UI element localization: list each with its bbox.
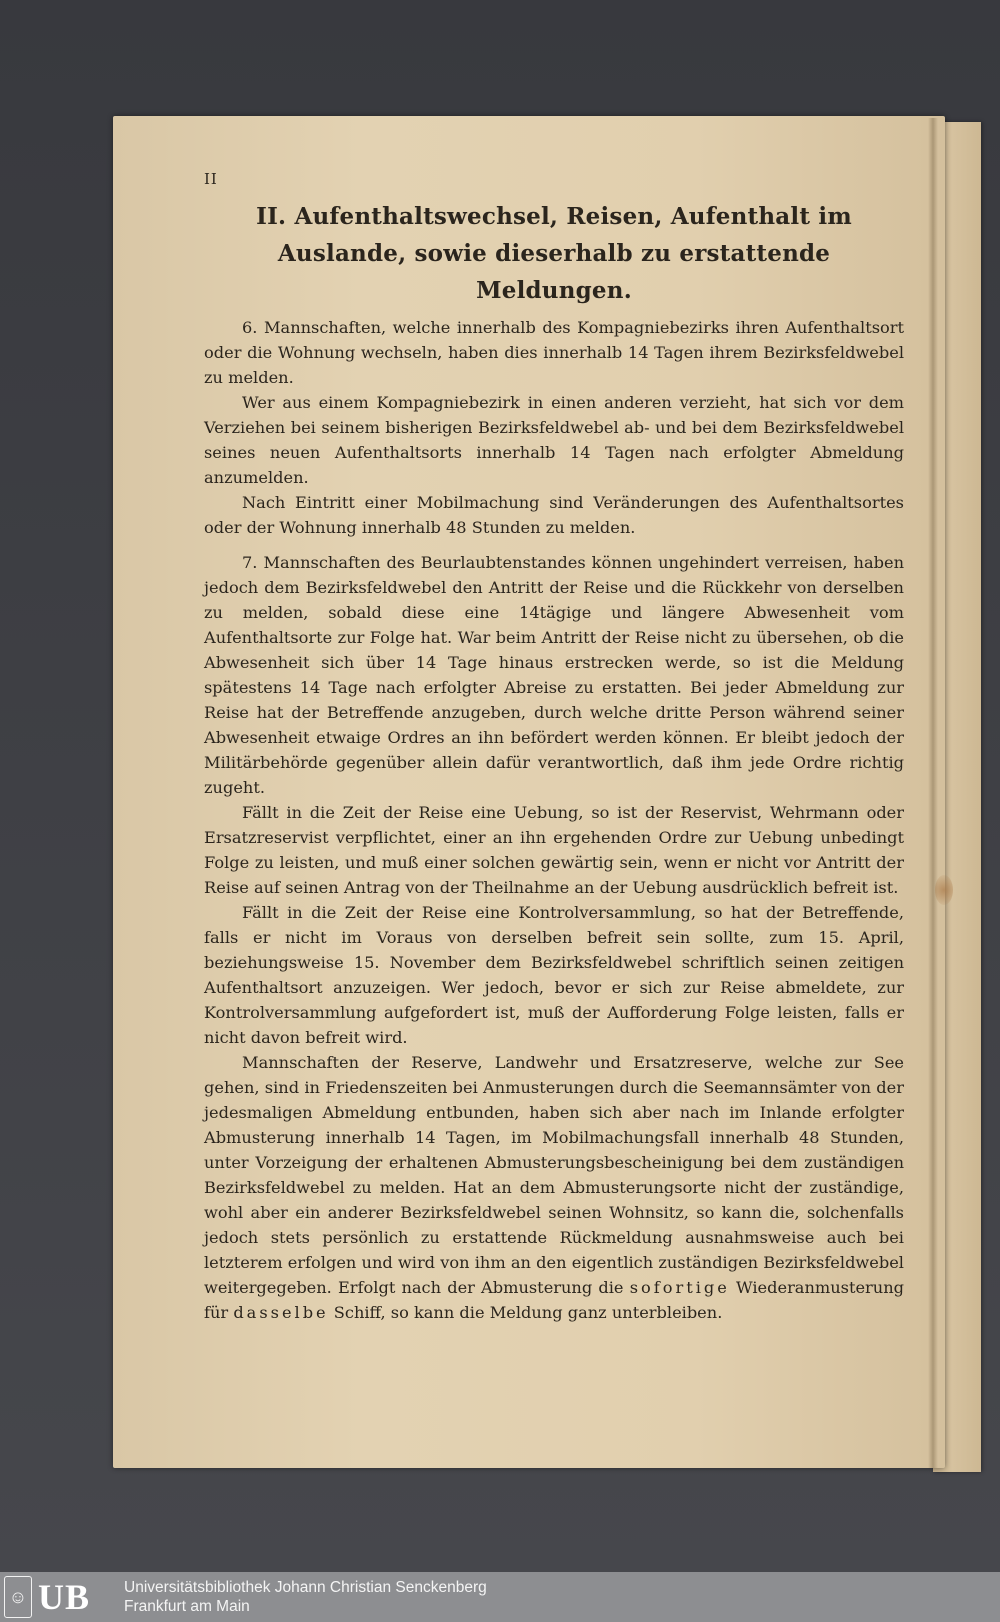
ub-logo[interactable] [4,1576,114,1618]
paragraph-6 [204,315,904,390]
portrait-icon: ☺ [4,1576,32,1618]
paragraph-text: Fällt in die Zeit der Reise eine Uebung, so ist der Reservist, Wehrmann oder Ersatzreservist verpflichtet, einer an ihn ergehenden Ordre zur Uebung unbedingt Folge zu leisten, und muß einer solchen gewärtig sein, wenn er nicht vor Antritt der Reise auf seinen Antrag von der Theilnahme an der Uebung ausdrücklich befreit ist. [204,803,904,897]
paragraph-text: Nach Eintritt einer Mobilmachung sind Veränderungen des Aufenthaltsortes oder der Wohnung innerhalb 48 Stunden zu melden. [204,493,904,537]
paragraph [204,900,904,1050]
logo-text: UB [38,1577,91,1617]
library-location: Frankfurt am Main [124,1598,250,1615]
spaced-word: sofortige [629,1278,730,1297]
paragraph-text: Mannschaften, welche innerhalb des Kompagniebezirks ihren Aufenthaltsort oder die Wohnung wechseln, haben dies innerhalb 14 Tagen ihrem Bezirksfeldwebel zu melden. [204,318,904,387]
page-fold [928,118,938,1468]
paragraph [204,490,904,540]
page-number: II [204,170,218,188]
spaced-word: dasselbe [233,1303,329,1322]
library-name: Universitätsbibliothek Johann Christian Senckenberg [124,1579,487,1596]
paragraph-text: Fällt in die Zeit der Reise eine Kontrolversammlung, so hat der Betreffende, falls er nicht im Voraus von derselben befreit sein sollte, zum 15. April, beziehungsweise 15. November dem Bezirksfeldwebel schriftlich seinen zeitigen Aufenthaltsort anzuzeigen. Wer jedoch, bevor er sich zur Reise abmeldete, zur Kontrolversammlung aufgefordert ist, muß der Aufforderung Folge leisten, falls er nicht davon befreit wird. [204,903,904,1047]
library-footer [0,1572,1000,1622]
paragraph-number: 7. [242,553,258,572]
footer-text [124,1578,487,1616]
paragraph [204,390,904,490]
paragraph-7 [204,550,904,800]
paragraph-text: Wer aus einem Kompagniebezirk in einen anderen verzieht, hat sich vor dem Verziehen bei seinem bisherigen Bezirksfeldwebel ab- und bei dem Bezirksfeldwebel seines neuen Aufenthaltsorts innerhalb 14 Tagen nach erfolgter Abmeldung anzumelden. [204,393,904,487]
paragraph-text: Wiederanmusterung für [204,1278,905,1322]
paragraph-text: Mannschaften der Reserve, Landwehr und Ersatzreserve, welche zur See gehen, sind in Friedenszeiten bei Anmusterungen durch die Seemannsämter von der jedesmaligen Abmeldung entbunden, haben sich aber nach im Inlande erfolgter Abmusterung innerhalb 14 Tagen, im Mobilmachungsfall innerhalb 48 Stunden, unter Vorzeigung der erhaltenen Abmusterungsbescheinigung bei dem zuständigen Bezirksfeldwebel zu melden. Hat an dem Abmusterungsorte nicht der zuständige, wohl aber ein anderer Bezirksfeldwebel seinen Wohnsitz, so kann die, solchenfalls jedoch stets persönlich zu erstattende Rückmeldung ausnahmsweise auch bei letzterem erfolgen und wird von ihm an den eigentlich zuständigen Bezirksfeldwebel weitergegeben. Erfolgt nach der Abmusterung die [204,1053,904,1297]
heading-text: Aufenthaltswechsel, Reisen, Aufenthalt im Auslande, sowie dieserhalb zu erstattende Meldungen. [277,203,852,304]
page-text [204,170,904,1325]
section-heading [204,198,904,309]
heading-roman: II. [256,203,287,230]
paragraph [204,800,904,900]
paragraph-text: Mannschaften des Beurlaubtenstandes können ungehindert verreisen, haben jedoch dem Bezirksfeldwebel den Antritt der Reise und die Rückkehr von derselben zu melden, sobald diese eine 14tägige und längere Abwesenheit vom Aufenthaltsorte zur Folge hat. War beim Antritt der Reise nicht zu übersehen, ob die Abwesenheit sich über 14 Tage hinaus erstrecken werde, so ist die Meldung spätestens 14 Tage nach erfolgter Abreise zu erstatten. Bei jeder Abmeldung zur Reise hat der Betreffende anzugeben, durch welche dritte Person während seiner Abwesenheit etwaige Ordres an ihn befördert werden können. Er bleibt jedoch der Militärbehörde gegenüber allein dafür verantwortlich, daß ihm jede Ordre richtig zugeht. [204,553,904,797]
paragraph-number: 6. [242,318,258,337]
paragraph [204,1050,904,1325]
paragraph-text: Schiff, so kann die Meldung ganz unterbleiben. [333,1303,723,1322]
paper-stain [935,875,953,905]
